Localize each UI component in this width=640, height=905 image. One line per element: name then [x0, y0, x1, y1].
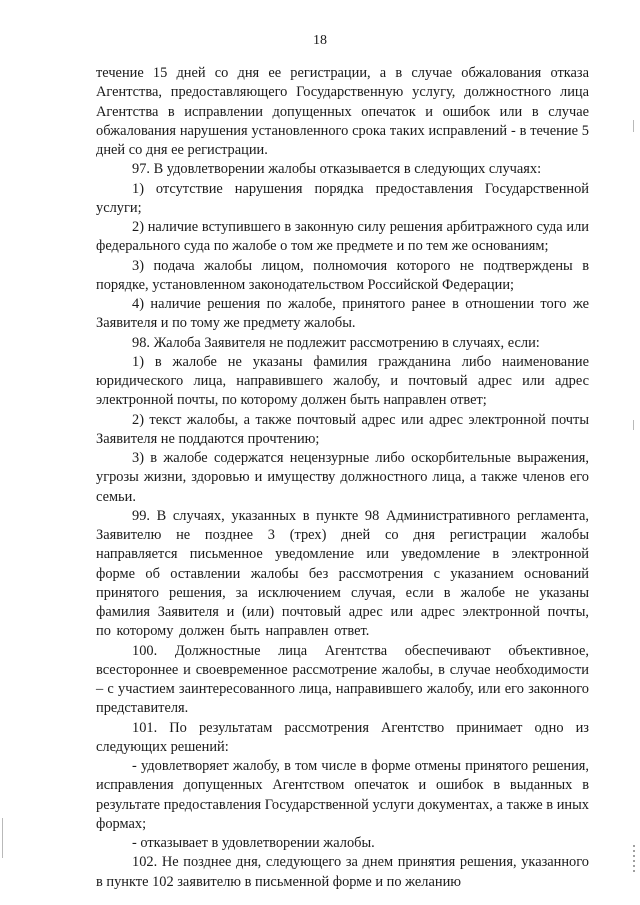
- list-item-98-1: 1) в жалобе не указаны фамилия гражданина либо наименование юридического лица, направившего жалобу, и почтовый адрес или адрес электронной почты, по которому должен быть направлен ответ;: [96, 353, 589, 409]
- list-item-101-1: - удовлетворяет жалобу, в том числе в форме отмены принятого решения, исправления допущенных Агентством опечаток и ошибок в выданных в результате предоставления Государственной услуги документах, а также в иных формах;: [96, 758, 589, 832]
- paragraph-102: 102. Не позднее дня, следующего за днем принятия решения, указанного в пункте 102 заявителю в письменной форме и по желанию: [96, 854, 589, 890]
- page-number: 18: [313, 33, 327, 48]
- paragraph-101: 101. По результатам рассмотрения Агентство принимает одно из следующих решений:: [96, 719, 589, 755]
- list-item-98-3: 3) в жалобе содержатся нецензурные либо оскорбительные выражения, угрозы жизни, здоровью и имуществу должностного лица, а также членов его семьи.: [96, 450, 589, 505]
- paragraph-99: 99. В случаях, указанных в пункте 98 Административного регламента, Заявителю не позднее 3 (трех) дней со дня регистрации жалобы направляется письменное уведомление или уведомление в электронной форме об оставлении жалобы без рассмотрения с указанием оснований принятого решения, за исключением случая, если в жалобе не указаны фамилия Заявителя и (или) почтовый адрес или адрес электронной почты, по которому должен быть направлен ответ.: [96, 507, 589, 640]
- list-item-97-4: 4) наличие решения по жалобе, принятого ранее в отношении того же Заявителя и по тому же предмету жалобы.: [96, 296, 589, 332]
- paragraph-98: 98. Жалоба Заявителя не подлежит рассмотрению в случаях, если:: [132, 334, 540, 351]
- scan-edge-mark-right-bottom: [633, 845, 635, 875]
- scan-edge-mark-right-top: [633, 120, 634, 132]
- list-item-97-3: 3) подача жалобы лицом, полномочия которого не подтверждены в порядке, установленном законодательством Российской Федерации;: [96, 257, 589, 293]
- document-body: [96, 64, 589, 892]
- paragraph-97: 97. В удовлетворении жалобы отказывается в следующих случаях:: [132, 161, 542, 178]
- list-item-97-2: 2) наличие вступившего в законную силу решения арбитражного суда или федерального суда по жалобе о том же предмете и по тем же основаниям;: [96, 219, 589, 255]
- scan-edge-mark-right-middle: [633, 420, 634, 430]
- paragraph-100: 100. Должностные лица Агентства обеспечивают объективное, всестороннее и своевременное рассмотрение жалобы, в случае необходимости – с участием заинтересованного лица, направившего жалобу, или его законного представителя.: [96, 642, 589, 717]
- list-item-98-2: 2) текст жалобы, а также почтовый адрес или адрес электронной почты Заявителя не поддаются прочтению;: [96, 411, 589, 447]
- paragraph-continuation: течение 15 дней со дня ее регистрации, а в случае обжалования отказа Агентства, предоставляющего Государственную услугу, должностного лица Агентства в исправлении допущенных опечаток и ошибок или в случае обжалования нарушения установленного срока таких исправлений - в течение 5 дней со дня ее регистрации.: [96, 65, 589, 158]
- list-item-101-2: - отказывает в удовлетворении жалобы.: [132, 835, 375, 851]
- scan-edge-mark-left: [2, 818, 3, 858]
- list-item-97-1: 1) отсутствие нарушения порядка предоставления Государственной услуги;: [96, 180, 589, 216]
